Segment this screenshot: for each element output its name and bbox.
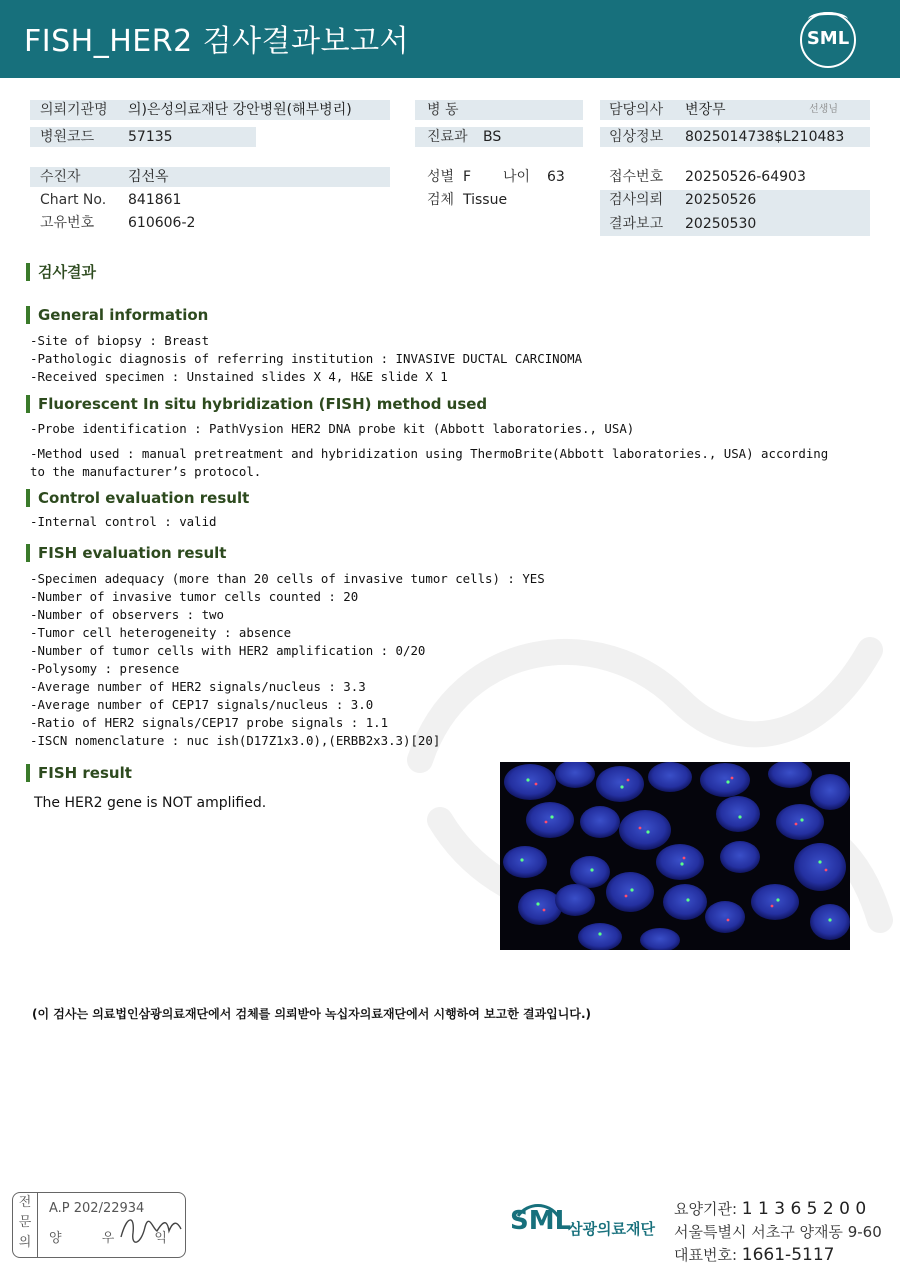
stamp-vertical-label: 전 문 의 [13,1193,38,1257]
fish-result-heading: FISH result [26,764,132,782]
id-number: 610606-2 [128,215,196,231]
eval-line-9: -Ratio of HER2 signals/CEP17 probe signals : 1.1 [30,715,389,730]
chart-row: Chart No. 841861 [40,192,182,208]
fish-method-line-1: -Probe identification : PathVysion HER2 DNA probe kit (Abbott laboratories., USA) [30,421,635,436]
report-date: 20250530 [685,216,757,232]
request-date: 20250526 [685,192,757,208]
institution-row: 의뢰기관명 의)은성의료재단 강안병원(해부병리) [30,100,390,120]
control-heading: Control evaluation result [26,489,249,507]
hospital-code-row: 병원코드 57135 [30,127,256,147]
eval-line-8: -Average number of CEP17 signals/nucleus : 3.0 [30,697,374,712]
ward-row: 병 동 [415,100,583,120]
org-name: 삼광의료재단 [568,1220,655,1238]
fish-microscopy-image [500,762,850,950]
institution-value: 의)은성의료재단 강안병원(해부병리) [128,102,352,118]
fish-result-text: The HER2 gene is NOT amplified. [34,795,267,811]
eval-line-1: -Specimen adequacy (more than 20 cells of invasive tumor cells) : YES [30,571,545,586]
report-title: FISH_HER2 검사결과보고서 [24,24,410,59]
control-line: -Internal control : valid [30,514,217,529]
receipt-value: 20250526-64903 [685,169,806,185]
fish-method-line-2: -Method used : manual pretreatment and hybridization using ThermoBrite(Abbott laboratories., USA) according [30,446,829,461]
patient-name: 김선옥 [128,169,169,185]
eval-line-7: -Average number of HER2 signals/nucleus : 3.3 [30,679,366,694]
eval-line-10: -ISCN nomenclature : nuc ish(D17Z1x3.0),(ERBB2x3.3)[20] [30,733,441,748]
specimen-row: 검체 Tissue [427,192,508,208]
id-row: 고유번호 610606-2 [40,215,196,231]
handwritten-signature [117,1207,187,1251]
sex-value: F [463,169,472,185]
sml-logo: SML [800,12,856,68]
general-line-3: -Received specimen : Unstained slides X 4, H&E slide X 1 [30,369,448,384]
pathologist-stamp [12,1192,186,1258]
fish-method-heading: Fluorescent In situ hybridization (FISH) method used [26,395,487,413]
eval-line-4: -Tumor cell heterogeneity : absence [30,625,292,640]
age-value: 63 [547,169,565,185]
department-row: 진료과 BS [415,127,583,147]
clinical-value: 8025014738$L210483 [685,129,845,145]
general-line-1: -Site of biopsy : Breast [30,333,210,348]
chart-number: 841861 [128,192,182,208]
fish-method-line-3: to the manufacturer’s protocol. [30,464,262,479]
eval-line-3: -Number of observers : two [30,607,224,622]
stamp-name: 양 우 익 [49,1231,185,1246]
eval-line-6: -Polysomy : presence [30,661,180,676]
results-heading: 검사결과 [26,263,96,281]
general-info-heading: General information [26,306,208,324]
phone: 대표번호: 1661-5117 [674,1245,835,1265]
receipt-row: 접수번호 20250526-64903 [609,169,806,185]
referral-note: (이 검사는 의료법인삼광의료재단에서 검체를 의뢰받아 녹십자의료재단에서 시행하여 보고한 결과입니다.) [32,1007,592,1021]
clinical-row: 임상정보 8025014738$L210483 [600,127,870,147]
facility-code: 요양기관: 1 1 3 6 5 2 0 0 [674,1199,867,1219]
evaluation-heading: FISH evaluation result [26,544,226,562]
stamp-license-number: A.P 202/22934 [49,1201,145,1216]
general-line-2: -Pathologic diagnosis of referring institution : INVASIVE DUCTAL CARCINOMA [30,351,583,366]
date-rows: 검사의뢰 20250526 결과보고 20250530 [600,190,870,236]
eval-line-5: -Number of tumor cells with HER2 amplification : 0/20 [30,643,426,658]
eval-line-2: -Number of invasive tumor cells counted : 20 [30,589,359,604]
doctor-value: 변장무 [685,102,726,118]
sex-age-row: 성별 F 나이 63 [427,169,565,185]
department-value: BS [483,129,502,145]
patient-row: 수진자 김선옥 [30,167,390,187]
specimen-value: Tissue [463,192,508,208]
hospital-code-value: 57135 [128,129,173,145]
address: 서울특별시 서초구 양재동 9-60 [674,1223,882,1241]
report-header [0,0,900,78]
doctor-row: 담당의사 변장무 선생님 [600,100,870,120]
